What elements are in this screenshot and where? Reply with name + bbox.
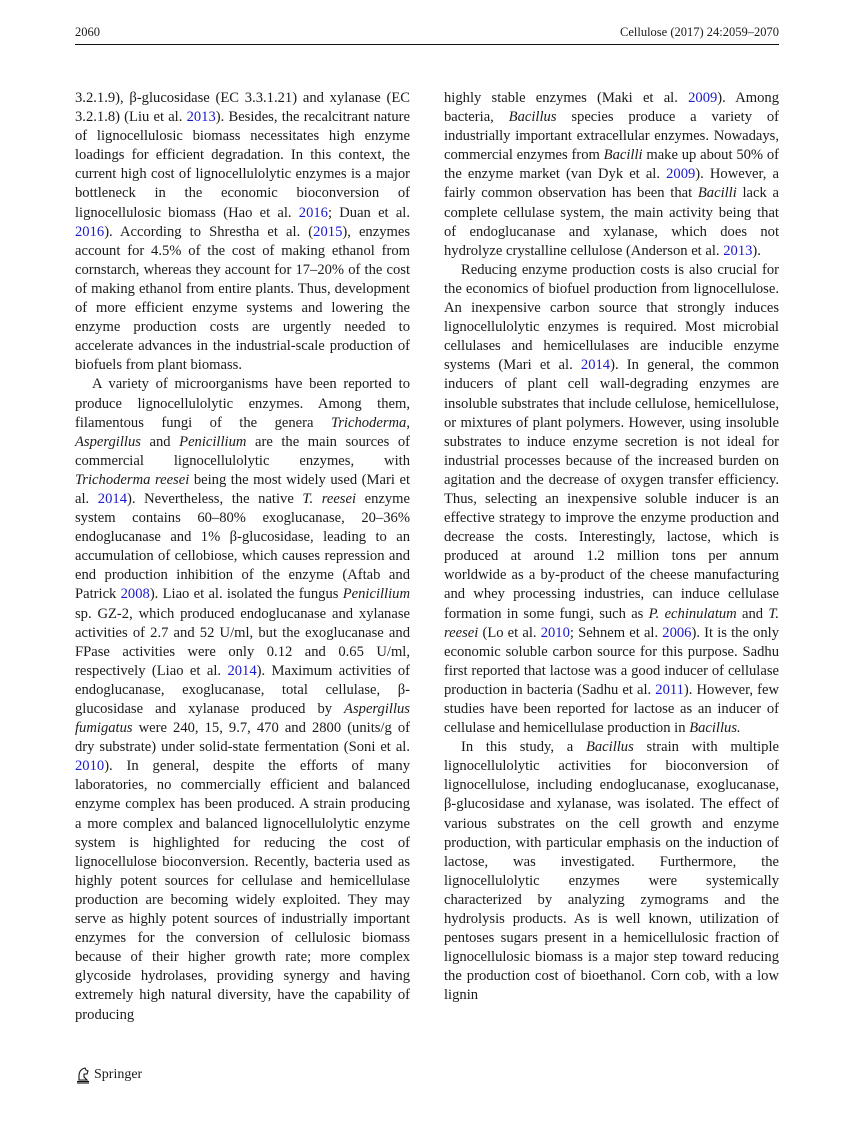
citation-link[interactable]: 2008 — [120, 586, 150, 603]
left-column — [75, 89, 410, 1025]
citation-link[interactable]: 2010 — [75, 758, 105, 775]
citation-link[interactable]: 2014 — [97, 490, 127, 507]
page-footer — [75, 1065, 142, 1085]
citation-link[interactable]: 2009 — [688, 90, 718, 106]
paragraph: 3.2.1.9), β-glucosidase (EC 3.3.1.21) and xylanase (EC 3.2.1.8) (Liu et al. 2013). Besides, the recalcitrant nature of lignocellulosic biomass necessitates high enzyme loadings for efficient degradation. In this context, the current high cost of lignocellulolytic enzymes is a major bottleneck in the economic bioconversion of lignocellulosic biomass (Hao et al. 2016; Duan et al. 2016). According to Shrestha et al. (2015), enzymes account for 4.5% of the cost of making ethanol from cornstarch, whereas they account for 17–20% of the cost of making ethanol from entire plants. Thus, development of more efficient enzyme systems and lowering the enzyme production costs are urgently needed to accelerate advances in the industrial-scale production of biofuels from plant biomass. — [75, 90, 411, 374]
paragraph: Reducing enzyme production costs is also crucial for the economics of biofuel production from lignocellulose. An inexpensive carbon source that strongly induces lignocellulolytic enzymes is required. Most microbial cellulases and hemicellulases are inducible enzyme systems (Mari et al. 2014). In general, the common inducers of plant cell wall-degrading enzymes are insoluble substrates that include cellulose, hemicellulose, or mixtures of plant polymers. However, using insoluble substrates to induce enzyme secretion is not ideal for industrial processes because of the increased burden on agitation and the decrease of oxygen transfer efficiency. Thus, selecting an inexpensive soluble inducer is an effective strategy to improve the enzyme production and decrease the costs. Interestingly, lactose, which is produced at around 1.2 million tons per annum worldwide as a by-product of the cheese manufacturing and whey processing industries, can induce cellulase formation in some fungi, such as P. echinulatum and T. reesei (Lo et al. 2010; Sehnem et al. 2006). It is the only economic soluble carbon source for this purpose. Sadhu first reported that lactose was a good inducer of cellulase production in bacteria (Sadhu et al. 2011). However, few studies have been reported for lactose as an inducer of cellulase and hemicellulase production in Bacillus. — [444, 261, 780, 737]
paragraph: highly stable enzymes (Maki et al. 2009). Among bacteria, Bacillus species produce a variety of industrially important extracellular enzymes. Nowadays, commercial enzymes from Bacilli make up about 50% of the enzyme market (van Dyk et al. 2009). However, a fairly common observation has been that Bacilli lack a complete cellulase system, the main activity being that of endoglucanase and xylanase, which does not hydrolyze crystalline cellulose (Anderson et al. 2013). — [444, 90, 780, 259]
citation-link[interactable]: 2014 — [227, 662, 257, 679]
citation-link[interactable]: 2013 — [186, 109, 216, 126]
page-number: 2060 — [75, 25, 100, 39]
springer-knight-icon — [75, 1066, 91, 1084]
citation-link[interactable]: 2014 — [580, 357, 611, 374]
citation-link[interactable]: 2010 — [540, 624, 570, 641]
publisher-name: Springer — [94, 1067, 143, 1082]
citation-link[interactable]: 2015 — [313, 223, 343, 240]
paragraph: A variety of microorganisms have been reported to produce lignocellulolytic enzymes. Among them, filamentous fungi of the genera Trichoderma, Aspergillus and Penicillium are the main sources of commercial lignocellulolytic enzymes, with Trichoderma reesei being the most widely used (Mari et al. 2014). Nevertheless, the native T. reesei enzyme system contains 60–80% exoglucanase, 20–36% endoglucanase and 1% β-glucosidase, leading to an accumulation of cellobiose, which causes repression and end production inhibition of the enzyme (Aftab and Patrick 2008). Liao et al. isolated the fungus Penicillium sp. GZ-2, which produced endoglucanase and xylanase activities of 2.7 and 52 U/ml, but the exoglucanase and FPase activities were only 0.12 and 0.65 U/ml, respectively (Liao et al. 2014). Maximum activities of endoglucanase, exoglucanase, total cellulase, β-glucosidase and xylanase produced by Aspergillus fumigatus were 240, 15, 9.7, 470 and 2800 (units/g of dry substrate) under solid-state fermentation (Soni et al. 2010). In general, despite the efforts of many laboratories, no commercially efficient and balanced enzyme complex has been produced. A strain producing a more complex and balanced lignocellulolytic enzyme system is highlighted for reducing the cost of lignocellulose bioconversion. Recently, bacteria used as highly potent sources for cellulase and hemicellulase production are becoming widely exploited. They may serve as highly potent sources of industrially important enzymes for the conversion of cellulosic biomass because of their higher growth rate; more complex glycoside hydrolases, providing synergy and having extremely high natural diversity, have the capability of producing — [75, 376, 410, 1023]
header-rule — [75, 44, 779, 45]
citation-link[interactable]: 2009 — [666, 166, 696, 183]
citation-link[interactable]: 2006 — [662, 624, 692, 641]
right-column — [444, 89, 779, 1006]
running-header — [75, 25, 779, 45]
journal-citation: Cellulose (2017) 24:2059–2070 — [619, 25, 779, 39]
paragraph: In this study, a Bacillus strain with multiple lignocellulolytic activities for bioconversion of lignocellulose, including endoglucanase, exoglucanase, β-glucosidase and xylanase, was isolated. The effect of various substrates on the cell growth and enzyme production, with particular emphasis on the induction of lactose, was investigated. Furthermore, the lignocellulolytic enzymes were systemically characterized by analyzing zymograms and the hydrolysis products. As is well known, utilization of pentoses sugars present in a hemicellulosic fraction of lignocellulosic biomass is a major step toward reducing the production cost of bioethanol. Corn cob, with a low lignin — [444, 739, 779, 1004]
citation-link[interactable]: 2013 — [723, 242, 753, 259]
citation-link[interactable]: 2011 — [655, 681, 684, 698]
citation-link[interactable]: 2016 — [298, 204, 328, 221]
citation-link[interactable]: 2016 — [75, 223, 105, 240]
